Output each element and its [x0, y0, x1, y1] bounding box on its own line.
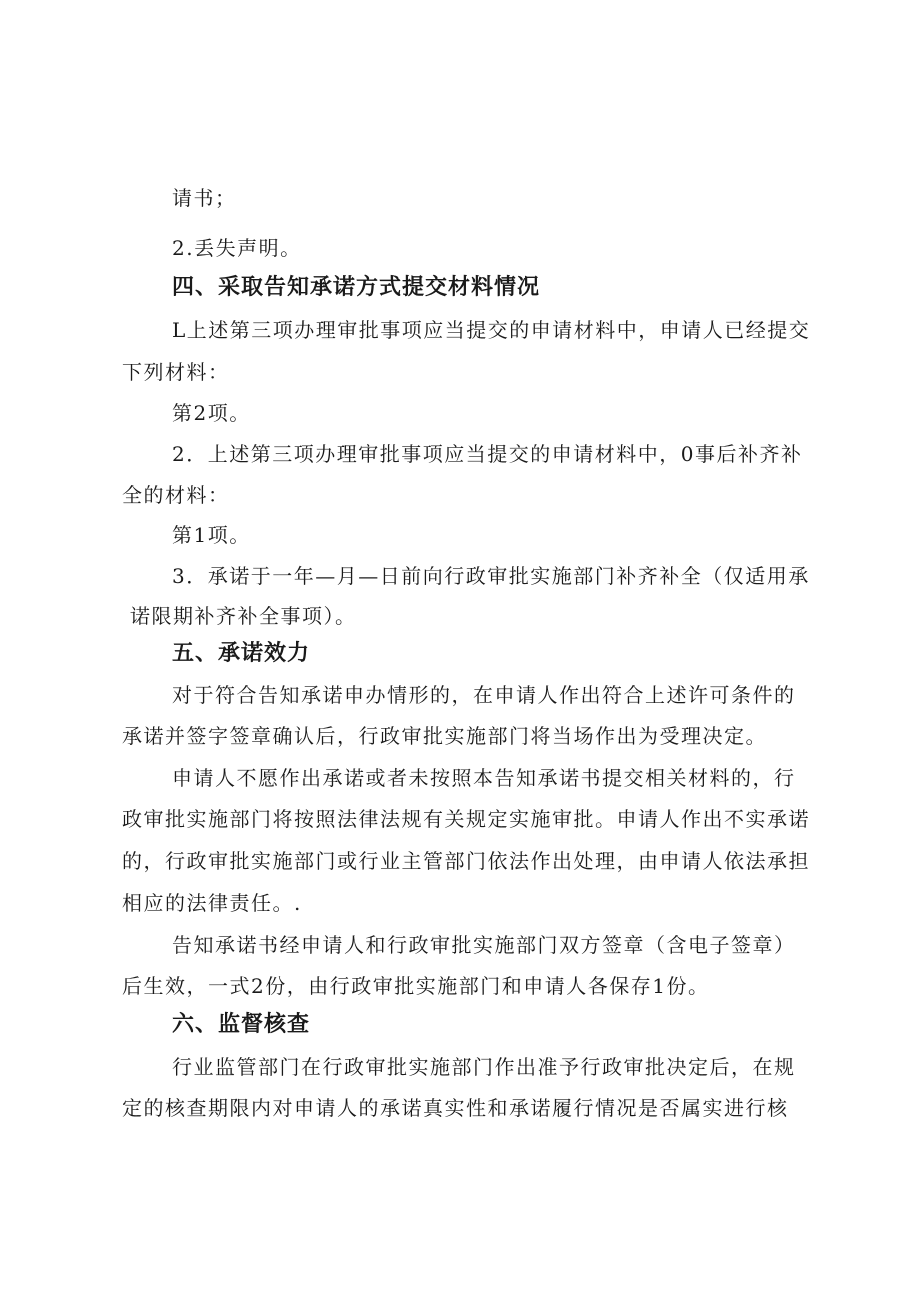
section-5-para-1-line-2: 承诺并签字签章确认后，行政审批实施部门将当场作出为受理决定。	[122, 724, 767, 748]
section-5-para-2-line-2: 政审批实施部门将按照法律法规有关规定实施审批。申请人作出不实承诺	[122, 807, 810, 831]
list-item-lost-statement: 2.丢失声明。	[172, 236, 302, 260]
continuation-line: 请书；	[172, 186, 237, 210]
section-5-para-3-line-2: 后生效，一式2份，由行政审批实施部门和申请人各保存1份。	[122, 974, 710, 998]
section-4-para-1-line-1: L上述第三项办理审批事项应当提交的申请材料中，申请人已经提交	[172, 318, 811, 342]
section-5-para-1-line-1: 对于符合告知承诺申办情形的，在申请人作出符合上述许可条件的	[172, 683, 796, 707]
section-5-heading: 五、承诺效力	[172, 641, 311, 666]
section-4-heading: 四、采取告知承诺方式提交材料情况	[172, 275, 541, 300]
section-4-para-2-item: 第1项。	[172, 523, 251, 547]
section-4-para-1-line-2: 下列材料：	[122, 360, 230, 384]
section-4-para-3-line-1: 3．承诺于一年—月—日前向行政审批实施部门补齐补全（仅适用承	[172, 564, 810, 588]
section-6-heading: 六、监督核查	[172, 1012, 311, 1037]
section-4-para-3-line-2: 诺限期补齐补全事项）。	[130, 604, 357, 628]
section-6-para-1-line-2: 定的核查期限内对申请人的承诺真实性和承诺履行情况是否属实进行核	[122, 1096, 789, 1120]
section-4-para-2-line-2: 全的材料：	[122, 483, 230, 507]
section-5-para-3-line-1: 告知承诺书经申请人和行政审批实施部门双方签章（含电子签章）	[172, 933, 796, 957]
section-5-para-2-line-4: 相应的法律责任。.	[122, 891, 302, 915]
section-5-para-2-line-3: 的，行政审批实施部门或行业主管部门依法作出处理，由申请人依法承担	[122, 849, 810, 873]
section-4-para-2-line-1: 2．上述第三项办理审批事项应当提交的申请材料中，0事后补齐补	[172, 442, 803, 466]
section-5-para-2-line-1: 申请人不愿作出承诺或者未按照本告知承诺书提交相关材料的，行	[172, 766, 796, 790]
section-6-para-1-line-1: 行业监管部门在行政审批实施部门作出准予行政审批决定后，在规	[172, 1055, 796, 1079]
section-4-para-1-item: 第2项。	[172, 401, 251, 425]
